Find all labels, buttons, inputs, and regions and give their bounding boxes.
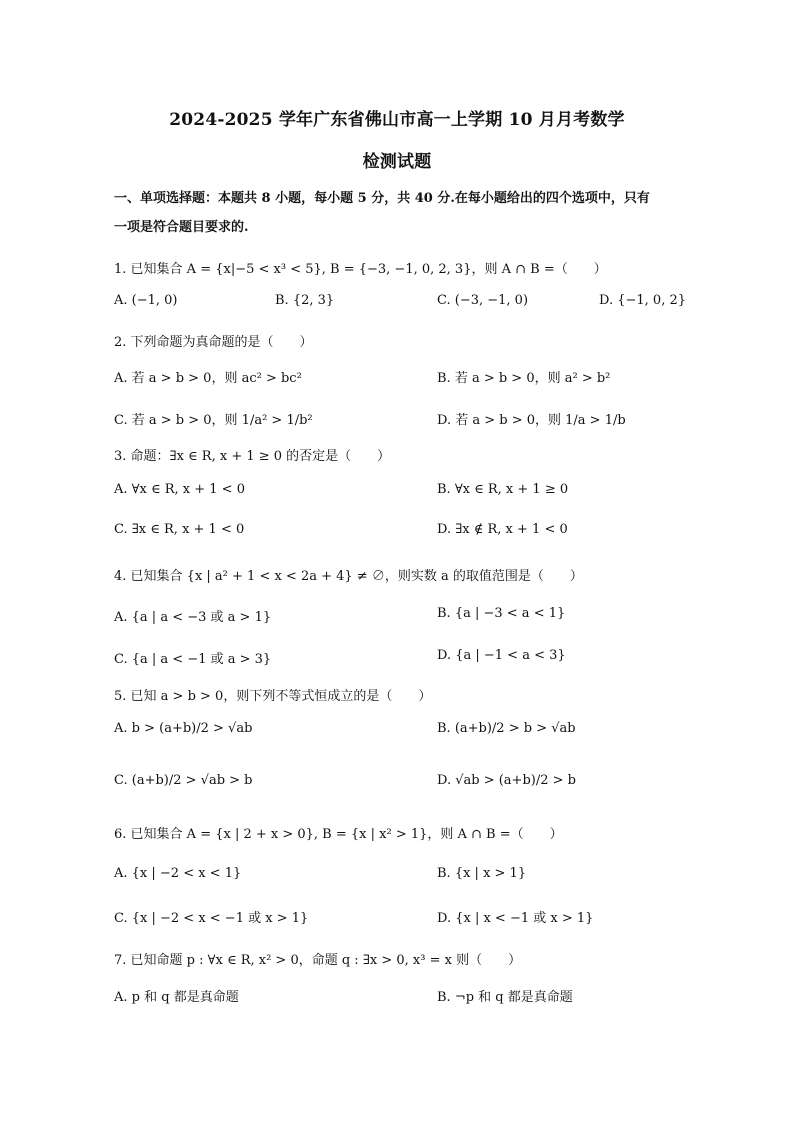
question-4-option-d: D. {a | −1 < a < 3} bbox=[437, 648, 566, 663]
question-4-stem: 4. 已知集合 {x | a² + 1 < x < 2a + 4} ≠ ∅，则实数 a 的取值范围是（ ） bbox=[114, 569, 583, 584]
question-3-stem: 3. 命题：∃x ∈ R, x + 1 ≥ 0 的否定是（ ） bbox=[114, 449, 391, 464]
question-6-option-d: D. {x | x < −1 或 x > 1} bbox=[437, 911, 594, 926]
question-3-option-a: A. ∀x ∈ R, x + 1 < 0 bbox=[114, 482, 245, 497]
question-5-option-b: B. (a+b)/2 > b > √ab bbox=[437, 721, 576, 736]
question-6-stem: 6. 已知集合 A = {x | 2 + x > 0}, B = {x | x² > 1}，则 A ∩ B =（ ） bbox=[114, 827, 563, 842]
question-2-option-c: C. 若 a > b > 0，则 1/a² > 1/b² bbox=[114, 413, 313, 428]
exam-subtitle: 检测试题 bbox=[362, 152, 432, 172]
question-7-option-a: A. p 和 q 都是真命题 bbox=[114, 990, 239, 1005]
question-1-option-c: C. (−3, −1, 0) bbox=[437, 293, 529, 308]
question-5-option-d: D. √ab > (a+b)/2 > b bbox=[437, 773, 576, 788]
question-6-option-b: B. {x | x > 1} bbox=[437, 866, 527, 881]
question-7-option-b: B. ¬p 和 q 都是真命题 bbox=[437, 990, 573, 1005]
question-3-option-d: D. ∃x ∉ R, x + 1 < 0 bbox=[437, 522, 568, 537]
question-5-stem: 5. 已知 a > b > 0，则下列不等式恒成立的是（ ） bbox=[114, 689, 432, 704]
question-2-option-d: D. 若 a > b > 0，则 1/a > 1/b bbox=[437, 413, 626, 428]
question-1-option-a: A. (−1, 0) bbox=[114, 293, 178, 308]
question-2-option-a: A. 若 a > b > 0，则 ac² > bc² bbox=[114, 371, 302, 386]
question-4-option-c: C. {a | a < −1 或 a > 3} bbox=[114, 652, 272, 667]
question-7-stem: 7. 已知命题 p : ∀x ∈ R, x² > 0，命题 q : ∃x > 0, x³ = x 则（ ） bbox=[114, 953, 522, 968]
question-1-stem: 1. 已知集合 A = {x|−5 < x³ < 5}, B = {−3, −1, 0, 2, 3}，则 A ∩ B =（ ） bbox=[114, 262, 607, 277]
question-5-option-c: C. (a+b)/2 > √ab > b bbox=[114, 773, 253, 788]
question-6-option-a: A. {x | −2 < x < 1} bbox=[114, 866, 242, 881]
exam-title: 2024-2025 学年广东省佛山市高一上学期 10 月月考数学 bbox=[169, 110, 625, 130]
question-4-option-b: B. {a | −3 < a < 1} bbox=[437, 606, 566, 621]
section-heading-line2: 一项是符合题目要求的. bbox=[114, 220, 249, 235]
question-1-option-d: D. {−1, 0, 2} bbox=[599, 293, 687, 308]
question-5-option-a: A. b > (a+b)/2 > √ab bbox=[114, 721, 253, 736]
question-3-option-b: B. ∀x ∈ R, x + 1 ≥ 0 bbox=[437, 482, 569, 497]
question-4-option-a: A. {a | a < −3 或 a > 1} bbox=[114, 610, 272, 625]
section-heading-line1: 一、单项选择题：本题共 8 小题，每小题 5 分，共 40 分.在每小题给出的四个选项中，只有 bbox=[114, 191, 650, 206]
question-6-option-c: C. {x | −2 < x < −1 或 x > 1} bbox=[114, 911, 309, 926]
question-1-option-b: B. {2, 3} bbox=[275, 293, 335, 308]
question-3-option-c: C. ∃x ∈ R, x + 1 < 0 bbox=[114, 522, 245, 537]
question-2-option-b: B. 若 a > b > 0，则 a² > b² bbox=[437, 371, 611, 386]
question-2-stem: 2. 下列命题为真命题的是（ ） bbox=[114, 335, 313, 350]
